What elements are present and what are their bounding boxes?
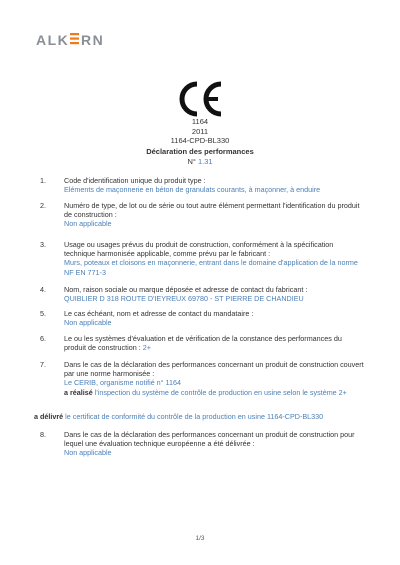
ce-number: 1164: [191, 117, 209, 126]
item-number: 6.: [40, 334, 46, 343]
declaration-number: [100, 157, 300, 166]
item-answer: 2+: [142, 343, 151, 353]
ce-year: 2011: [191, 126, 209, 136]
item-answer: QUIBLIER D 318 ROUTE D'IEYREUX 69780 - ST PIERRE DE CHANDIEU: [64, 294, 304, 304]
item-question: Usage ou usages prévus du produit de construction, conformément à la spécification technique harmonisée applicable, comme prévu par le fabricant :: [64, 240, 334, 259]
item-number: 3.: [40, 240, 46, 249]
logo-mark: [36, 30, 128, 50]
item-question: Dans le cas de la déclaration des performances concernant un produit de construction pour lequel une évaluation technique européenne a été délivrée :: [64, 430, 355, 449]
ce-reference: 1164-CPD-BL330: [170, 136, 230, 145]
item-answer: Non applicable: [64, 448, 112, 458]
svg-text:RN: RN: [81, 32, 105, 48]
item-question: Dans le cas de la déclaration des performances concernant un produit de construction couvert par une norme harmonisée :: [64, 360, 364, 379]
item-answer-b: l'inspection du système de contrôle de production en usine selon le système 2+: [94, 387, 347, 397]
item-answer: Murs, poteaux et cloisons en maçonnerie, entrant dans le domaine d'application de la norme NF EN 771-3: [64, 258, 358, 277]
item-question: Code d'identification unique du produit type :: [64, 176, 206, 185]
ce-mark-icon: [175, 80, 225, 118]
item-question: Le cas échéant, nom et adresse de contact du mandataire :: [64, 309, 254, 318]
certificate-text: le certificat de conformité du contrôle de la production en usine 1164-CPD-BL330: [65, 412, 324, 421]
declaration-number-value: 1.31: [197, 157, 213, 166]
item-question: Nom, raison sociale ou marque déposée et adresse de contact du fabricant :: [64, 285, 308, 294]
certificate-prefix: a délivré: [34, 412, 64, 421]
item-answer: Non applicable: [64, 219, 112, 229]
item-number: 2.: [40, 201, 46, 210]
svg-text:ALK: ALK: [36, 32, 70, 48]
item-question: [64, 334, 364, 352]
item-number: 1.: [40, 176, 46, 185]
item-answer: Le CERIB, organisme notifié n° 1164: [64, 378, 182, 388]
page-number: 1/3: [195, 535, 205, 542]
alkern-logo: [36, 30, 128, 50]
item-number: 7.: [40, 360, 46, 369]
item-number: 5.: [40, 309, 46, 318]
item-number: 8.: [40, 430, 46, 439]
ce-info: [130, 117, 270, 146]
certificate-line: [34, 412, 364, 421]
item-question-b: a réalisé: [64, 387, 93, 397]
declaration-title: Déclaration des performances: [146, 147, 254, 156]
item-answer: Non applicable: [64, 318, 112, 328]
item-number: 4.: [40, 285, 46, 294]
item-answer: Eléments de maçonnerie en béton de granulats courants, à maçonner, à enduire: [64, 185, 321, 195]
item-question: Numéro de type, de lot ou de série ou tout autre élément permettant l'identification du produit de construction :: [64, 201, 360, 220]
declaration-number-label: N°: [187, 157, 196, 166]
item-question-text: Le ou les systèmes d'évaluation et de vérification de la constance des performances du produit de construction :: [64, 334, 342, 353]
